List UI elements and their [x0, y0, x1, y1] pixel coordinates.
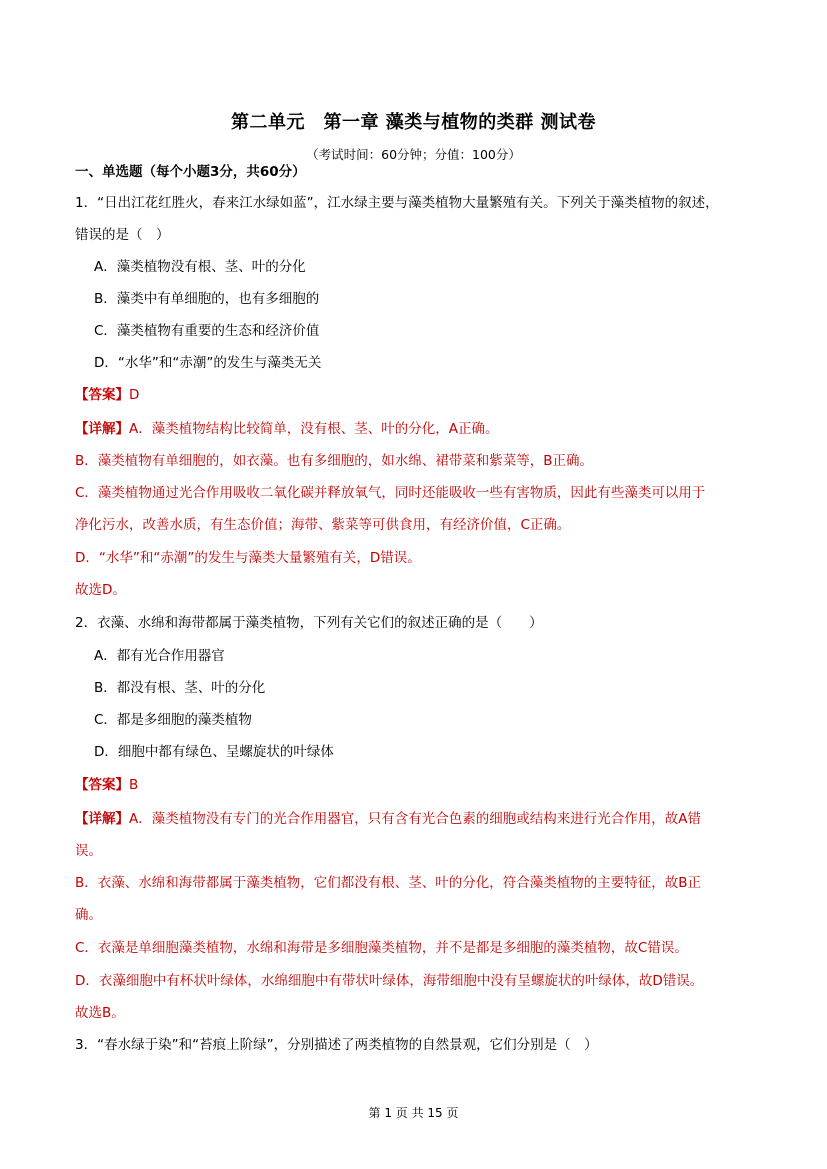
- q1-detail-b: B．藻类植物有单细胞的，如衣藻。也有多细胞的，如水绵、裙带菜和紫菜等，B正确。: [75, 453, 594, 469]
- detail-label: 【详解】: [75, 811, 129, 827]
- page-title: 第二单元 第一章 藻类与植物的类群 测试卷: [230, 112, 597, 133]
- q1-option-c: C．藻类植物有重要的生态和经济价值: [94, 323, 320, 339]
- q2-detail-a-line1: [75, 810, 765, 828]
- q2-option-c: C．都是多细胞的藻类植物: [94, 712, 252, 728]
- q1-answer: [75, 386, 765, 404]
- q1-detail-c-line2: 净化污水，改善水质，有生态价值；海带、紫菜等可供食用，有经济价值，C正确。: [75, 517, 571, 533]
- page-number: 第 1 页 共 15 页: [368, 1106, 459, 1120]
- q1-detail-a: [75, 420, 765, 438]
- q2-detail-d: D．衣藻细胞中有杯状叶绿体，水绵细胞中有带状叶绿体，海带细胞中没有呈螺旋状的叶绿体，故D错误。: [75, 973, 704, 989]
- detail-text: A．藻类植物结构比较简单，没有根、茎、叶的分化，A正确。: [129, 421, 499, 437]
- q1-stem-line2: 错误的是（ ）: [75, 227, 170, 243]
- q1-option-d: D．“水华”和“赤潮”的发生与藻类无关: [94, 355, 322, 371]
- q2-option-b: B．都没有根、茎、叶的分化: [94, 680, 266, 696]
- q1-option-b: B．藻类中有单细胞的，也有多细胞的: [94, 291, 320, 307]
- q1-stem-line1: 1．“日出江花红胜火，春来江水绿如蓝”，江水绿主要与藻类植物大量繁殖有关。下列关于藻类植物的叙述，: [75, 195, 719, 211]
- q1-option-a: A．藻类植物没有根、茎、叶的分化: [94, 259, 306, 275]
- q1-detail-d: D．“水华”和“赤潮”的发生与藻类大量繁殖有关，D错误。: [75, 550, 421, 566]
- section-heading: 一、单选题（每个小题3分，共60分）: [75, 164, 306, 180]
- q2-stem-line1: 2．衣藻、水绵和海带都属于藻类植物，下列有关它们的叙述正确的是（ ）: [75, 615, 543, 631]
- q1-conclusion: 故选D。: [75, 582, 126, 598]
- answer-value: D: [129, 387, 140, 403]
- exam-info: （考试时间：60分钟；分值：100分）: [306, 147, 521, 162]
- q2-conclusion: 故选B。: [75, 1005, 125, 1021]
- detail-text: A．藻类植物没有专门的光合作用器官，只有含有光合色素的细胞或结构来进行光合作用，故A错: [129, 811, 701, 827]
- q2-detail-b-line1: B．衣藻、水绵和海带都属于藻类植物，它们都没有根、茎、叶的分化，符合藻类植物的主要特征，故B正: [75, 875, 702, 891]
- answer-value: B: [129, 777, 139, 793]
- q3-stem-line1: 3．“春水绿于染”和“苔痕上阶绿”，分别描述了两类植物的自然景观，它们分别是（ ）: [75, 1037, 598, 1053]
- detail-label: 【详解】: [75, 421, 129, 437]
- q2-answer: [75, 776, 765, 794]
- q2-option-d: D．细胞中都有绿色、呈螺旋状的叶绿体: [94, 744, 334, 760]
- q1-detail-c-line1: C．藻类植物通过光合作用吸收二氧化碳并释放氧气，同时还能吸收一些有害物质，因此有些藻类可以用于: [75, 485, 706, 501]
- q2-detail-a-line2: 误。: [75, 843, 102, 859]
- q2-option-a: A．都有光合作用器官: [94, 648, 225, 664]
- answer-label: 【答案】: [75, 387, 129, 403]
- answer-label: 【答案】: [75, 777, 129, 793]
- q2-detail-b-line2: 确。: [75, 907, 102, 923]
- q2-detail-c: C．衣藻是单细胞藻类植物，水绵和海带是多细胞藻类植物，并不是都是多细胞的藻类植物，故C错误。: [75, 940, 688, 956]
